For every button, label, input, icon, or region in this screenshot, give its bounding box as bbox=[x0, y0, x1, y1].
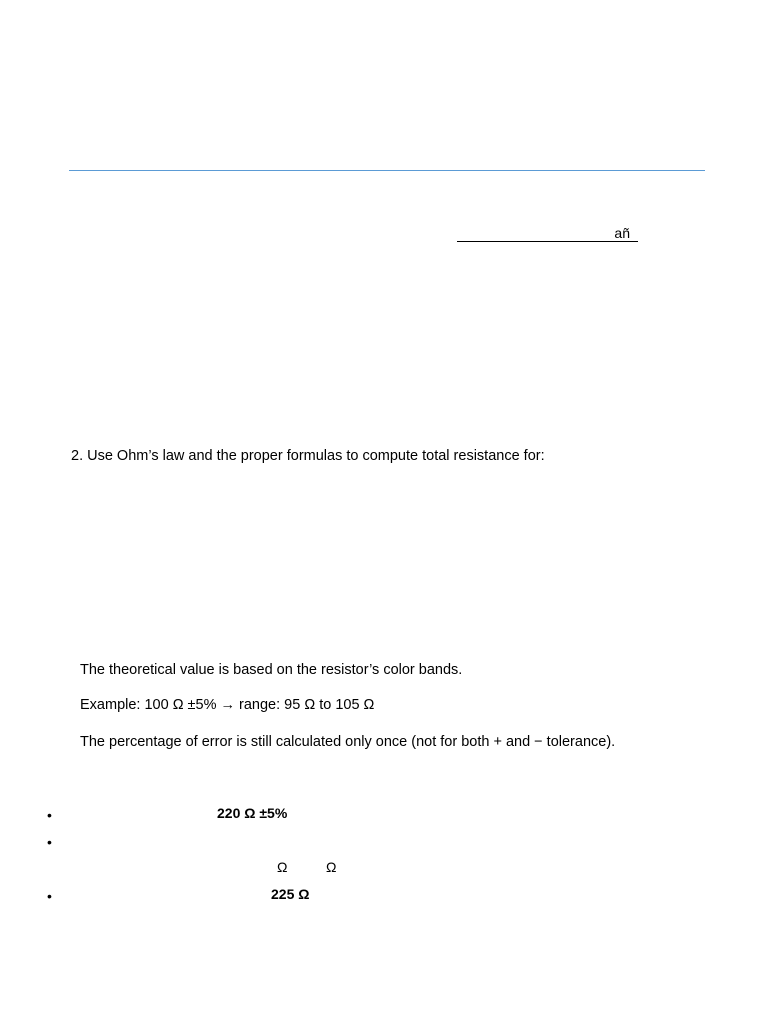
bullet-3-value: 225 Ω bbox=[271, 886, 310, 902]
question-2-text: 2. Use Ohm’s law and the proper formulas to compute total resistance for: bbox=[71, 448, 545, 464]
bullet-marker-3: • bbox=[47, 888, 52, 904]
note-percent-error: The percentage of error is still calculated only once (not for both + and − tolerance). bbox=[80, 734, 616, 750]
bullet-marker-2: • bbox=[47, 834, 52, 850]
name-blank-line[interactable] bbox=[457, 226, 638, 242]
header-divider bbox=[69, 170, 705, 171]
bullet-2-unit-2: Ω bbox=[326, 859, 337, 875]
bullet-marker-1: • bbox=[47, 807, 52, 823]
name-field-text: añ bbox=[614, 225, 630, 241]
note-theoretical-value: The theoretical value is based on the resistor’s color bands. bbox=[80, 662, 463, 678]
bullet-1-value: 220 Ω ±5% bbox=[217, 805, 288, 821]
bullet-2-unit-1: Ω bbox=[277, 859, 288, 875]
note-example-range: Example: 100 Ω ±5% → range: 95 Ω to 105 Ω bbox=[80, 697, 375, 713]
